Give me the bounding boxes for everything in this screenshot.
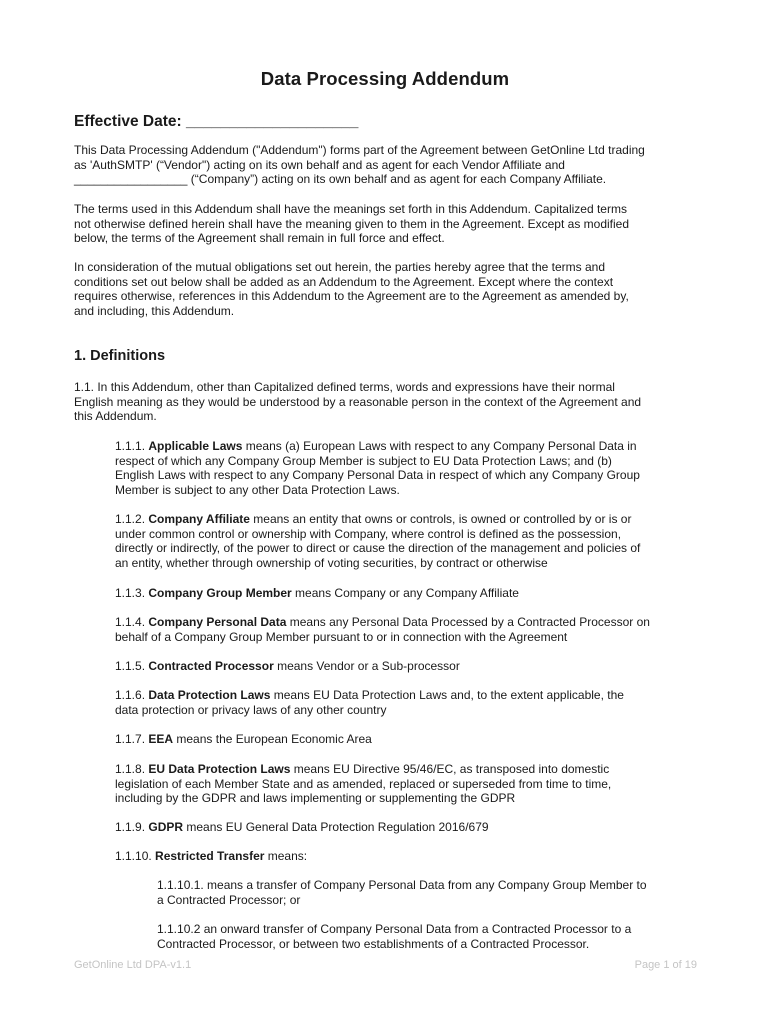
footer-document-id: GetOnline Ltd DPA-v1.1	[74, 959, 192, 971]
clause-number: 1.1.9.	[115, 820, 149, 834]
clause-number: 1.1.3.	[115, 586, 149, 600]
text-line: In consideration of the mutual obligations set out herein, the parties hereby agree that the terms and	[74, 260, 605, 274]
definition-text: means EU Data Protection Laws and, to the extent applicable, the	[270, 688, 624, 702]
definition-company-affiliate	[115, 512, 705, 570]
text-line: and including, this Addendum.	[74, 303, 235, 318]
text-line	[115, 586, 705, 601]
clause-number: 1.1.10.	[115, 849, 156, 863]
definition-text: means an entity that owns or controls, is owned or controlled by or is or	[249, 512, 632, 526]
text-line: directly or indirectly, of the power to direct or cause the direction of the management and policies of	[115, 541, 641, 556]
text-line: English meaning as they would be understood by a reasonable person in the context of the Agreement and	[74, 394, 642, 409]
definition-eu-data-protection-laws	[115, 762, 705, 806]
text-line: behalf of a Company Group Member pursuant to or in connection with the Agreement	[115, 629, 568, 644]
text-line: respect of which any Company Group Member is subject to EU Data Protection Laws; and (b)	[115, 453, 612, 468]
clause-number: 1.1.8.	[115, 762, 149, 776]
definition-text: means:	[264, 849, 308, 863]
terms-paragraph	[74, 202, 704, 246]
text-line: a Contracted Processor; or	[157, 892, 301, 907]
defined-term: Contracted Processor	[148, 659, 274, 673]
definition-text: means any Personal Data Processed by a Contracted Processor on	[286, 615, 650, 629]
definition-contracted-processor	[115, 659, 705, 674]
defined-term: GDPR	[148, 820, 184, 834]
section-heading-definitions: 1. Definitions	[74, 348, 166, 364]
text-line: Contracted Processor, or between two establishments of a Contracted Processor.	[157, 936, 590, 951]
definition-text: means Vendor or a Sub-processor	[273, 659, 460, 673]
defined-term: Data Protection Laws	[148, 688, 271, 702]
clause-number: 1.1.7.	[115, 732, 149, 746]
defined-term: Company Personal Data	[148, 615, 287, 629]
definition-eea	[115, 732, 705, 747]
effective-date: Effective Date: ____________________	[74, 113, 359, 130]
definition-text: means EU Directive 95/46/EC, as transposed into domestic	[290, 762, 610, 776]
document-title: Data Processing Addendum	[260, 68, 510, 89]
definition-data-protection-laws	[115, 688, 705, 717]
text-line: under common control or ownership with Company, where control is defined as the possession,	[115, 526, 622, 541]
definition-company-personal-data	[115, 615, 705, 644]
text-line: including by the GDPR and laws implementing or supplementing the GDPR	[115, 791, 516, 806]
text-line	[115, 688, 705, 703]
clause-number: 1.1.4.	[115, 615, 149, 629]
text-line: This Data Processing Addendum ("Addendum") forms part of the Agreement between GetOnline Ltd trading	[74, 143, 645, 157]
text-line	[115, 820, 705, 835]
defined-term: EEA	[148, 732, 174, 746]
clause-number: 1.1.2.	[115, 512, 149, 526]
definition-text: means Company or any Company Affiliate	[291, 586, 519, 600]
text-line	[115, 732, 705, 747]
text-line: below, the terms of the Agreement shall remain in full force and effect.	[74, 231, 445, 246]
text-line: this Addendum.	[74, 409, 157, 424]
footer-page-number: Page 1 of 19	[634, 959, 697, 971]
defined-term: Company Affiliate	[148, 512, 250, 526]
definition-text: means the European Economic Area	[173, 732, 372, 746]
text-line: 1.1. In this Addendum, other than Capitalized defined terms, words and expressions have their normal	[74, 380, 615, 394]
text-line	[115, 615, 705, 630]
subclause-1-1-10-2	[157, 922, 705, 951]
clause-number: 1.1.5.	[115, 659, 149, 673]
definition-gdpr	[115, 820, 705, 835]
definition-company-group-member	[115, 586, 705, 601]
text-line: legislation of each Member State and as amended, replaced or superseded from time to time,	[115, 776, 612, 791]
consideration-paragraph	[74, 260, 704, 318]
definition-applicable-laws	[115, 439, 705, 497]
text-line	[115, 512, 705, 527]
text-line: data protection or privacy laws of any other country	[115, 702, 387, 717]
text-line: conditions set out below shall be added as an Addendum to the Agreement. Except where the context	[74, 274, 614, 289]
clause-1-1	[74, 380, 704, 424]
definition-text: means EU General Data Protection Regulation 2016/679	[183, 820, 489, 834]
text-line: _________________ (“Company”) acting on its own behalf and as agent for each Company Affiliate.	[74, 172, 607, 187]
text-line: as 'AuthSMTP' (“Vendor") acting on its own behalf and as agent for each Vendor Affiliate and	[74, 157, 565, 172]
text-line: not otherwise defined herein shall have the meaning given to them in the Agreement. Except as modified	[74, 216, 630, 231]
defined-term: EU Data Protection Laws	[148, 762, 291, 776]
text-line	[115, 849, 705, 864]
definition-text: means (a) European Laws with respect to any Company Personal Data in	[242, 439, 637, 453]
text-line	[115, 659, 705, 674]
text-line: requires otherwise, references in this Addendum to the Agreement are to the Agreement as amended by,	[74, 289, 629, 304]
definition-restricted-transfer	[115, 849, 705, 864]
defined-term: Company Group Member	[148, 586, 292, 600]
subclause-1-1-10-1	[157, 878, 705, 907]
intro-paragraph	[74, 143, 704, 187]
defined-term: Applicable Laws	[148, 439, 243, 453]
defined-term: Restricted Transfer	[155, 849, 265, 863]
text-line: an entity, whether through ownership of voting securities, by contract or otherwise	[115, 555, 548, 570]
clause-number: 1.1.1.	[115, 439, 149, 453]
text-line: The terms used in this Addendum shall have the meanings set forth in this Addendum. Capitalized terms	[74, 202, 627, 216]
text-line	[115, 439, 705, 454]
clause-number: 1.1.6.	[115, 688, 149, 702]
text-line: Member is subject to any other Data Protection Laws.	[115, 482, 400, 497]
text-line: English Laws with respect to any Company Personal Data in respect of which any Company Group	[115, 468, 640, 483]
text-line: 1.1.10.2 an onward transfer of Company Personal Data from a Contracted Processor to a	[157, 922, 632, 936]
text-line	[115, 762, 705, 777]
text-line: 1.1.10.1. means a transfer of Company Personal Data from any Company Group Member to	[157, 878, 647, 892]
